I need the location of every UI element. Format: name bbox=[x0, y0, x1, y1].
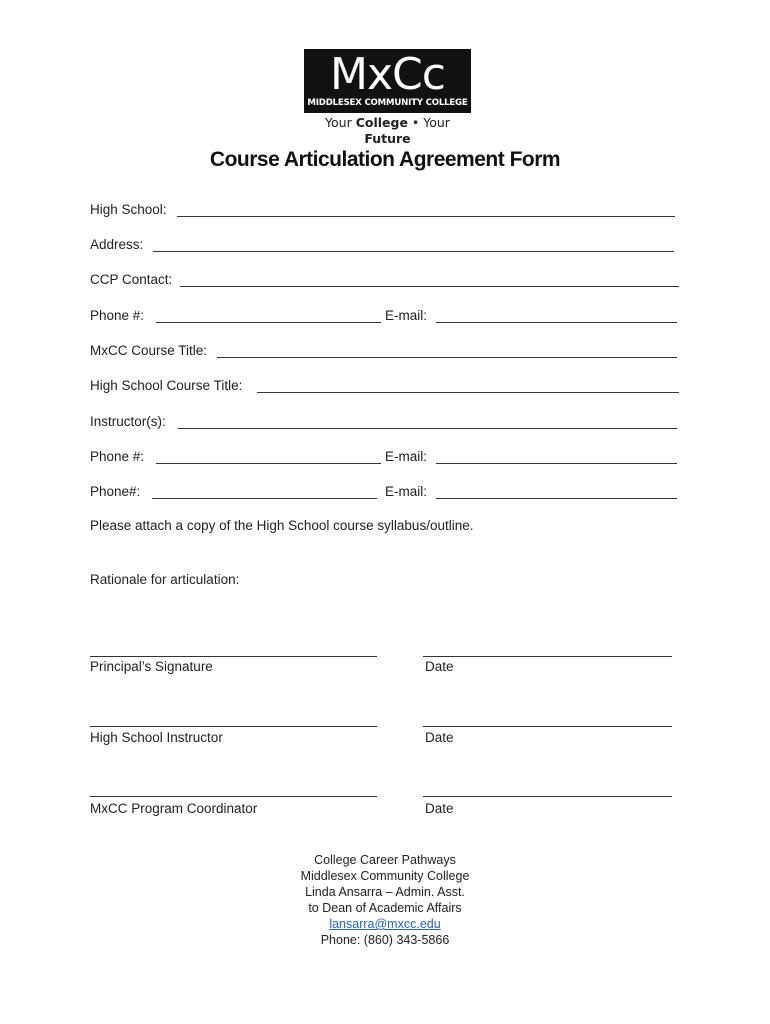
email-label-2: E-mail: bbox=[385, 449, 428, 464]
email-field-1[interactable] bbox=[436, 322, 677, 323]
coordinator-signature-line[interactable] bbox=[90, 796, 377, 797]
phone-field-1[interactable] bbox=[156, 322, 381, 323]
hs-instructor-signature-label: High School Instructor bbox=[90, 730, 223, 745]
email-field-3[interactable] bbox=[436, 498, 677, 499]
logo-mark: MxCc bbox=[330, 49, 445, 100]
hs-instructor-date-label: Date bbox=[425, 730, 454, 745]
address-label: Address: bbox=[90, 237, 144, 252]
high-school-label: High School: bbox=[90, 202, 167, 217]
tagline-college: College bbox=[355, 115, 408, 130]
phone-field-3[interactable] bbox=[152, 498, 377, 499]
email-label-1: E-mail: bbox=[385, 308, 428, 323]
ccp-contact-label: CCP Contact: bbox=[90, 272, 173, 287]
rationale-label: Rationale for articulation: bbox=[90, 572, 240, 587]
principal-date-line[interactable] bbox=[423, 656, 672, 657]
hs-instructor-signature-line[interactable] bbox=[90, 726, 377, 727]
principal-signature-label: Principal’s Signature bbox=[90, 659, 213, 674]
tagline-part2: • Your bbox=[407, 115, 450, 130]
coordinator-date-label: Date bbox=[425, 801, 454, 816]
hs-course-title-label: High School Course Title: bbox=[90, 378, 243, 393]
phone-label-2: Phone #: bbox=[90, 449, 145, 464]
tagline-part1: Your bbox=[325, 115, 356, 130]
form-title: Course Articulation Agreement Form bbox=[209, 148, 561, 171]
instructors-field[interactable] bbox=[178, 428, 677, 429]
address-field[interactable] bbox=[153, 251, 674, 252]
mxcc-course-title-label: MxCC Course Title: bbox=[90, 343, 208, 358]
principal-signature-line[interactable] bbox=[90, 656, 377, 657]
hs-course-title-field[interactable] bbox=[257, 392, 679, 393]
mxcc-course-title-field[interactable] bbox=[217, 357, 677, 358]
contact-footer bbox=[0, 852, 770, 948]
footer-college: Middlesex Community College bbox=[300, 869, 470, 883]
coordinator-date-line[interactable] bbox=[423, 796, 672, 797]
phone-label-3: Phone#: bbox=[90, 484, 141, 499]
high-school-field[interactable] bbox=[177, 216, 675, 217]
college-logo bbox=[304, 49, 471, 146]
tagline-future: Future bbox=[364, 131, 411, 146]
email-field-2[interactable] bbox=[436, 463, 677, 464]
phone-field-2[interactable] bbox=[156, 463, 381, 464]
coordinator-signature-label: MxCC Program Coordinator bbox=[90, 801, 258, 816]
footer-contact-role: to Dean of Academic Affairs bbox=[308, 901, 462, 915]
attach-syllabus-note: Please attach a copy of the High School course syllabus/outline. bbox=[90, 518, 474, 533]
footer-email-link[interactable]: lansarra@mxcc.edu bbox=[329, 917, 441, 931]
instructors-label: Instructor(s): bbox=[90, 414, 166, 429]
ccp-contact-field[interactable] bbox=[180, 286, 679, 287]
logo-college-name: MIDDLESEX COMMUNITY COLLEGE bbox=[307, 98, 468, 108]
email-label-3: E-mail: bbox=[385, 484, 428, 499]
logo-tagline bbox=[304, 115, 471, 147]
hs-instructor-date-line[interactable] bbox=[423, 726, 672, 727]
principal-date-label: Date bbox=[425, 659, 454, 674]
footer-department: College Career Pathways bbox=[314, 853, 456, 867]
phone-label-1: Phone #: bbox=[90, 308, 145, 323]
footer-phone: Phone: (860) 343-5866 bbox=[320, 933, 450, 947]
footer-contact-name: Linda Ansarra – Admin. Asst. bbox=[305, 885, 465, 899]
